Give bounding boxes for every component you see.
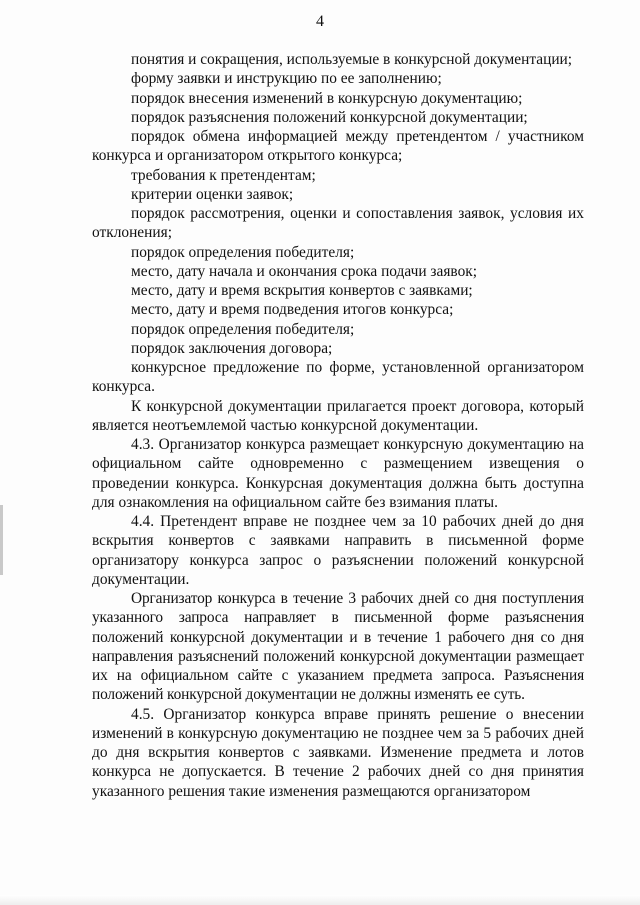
document-body (92, 50, 584, 801)
list-item-applicant-requirements: требования к претендентам; (131, 166, 316, 184)
list-item-submission-dates: место, дату начала и окончания срока подачи заявок; (131, 262, 478, 280)
list-item-information-exchange: порядок обмена информацией между претендентом / участником конкурса и организатором открытого конкурса; (92, 128, 584, 165)
list-item-results-summary: место, дату и время подведения итогов конкурса; (131, 301, 454, 319)
paragraph-clarification-response: Организатор конкурса в течение 3 рабочих дней со дня поступления указанного запроса направляет в письменной форме разъяснения положений конкурсной документации и в течение 1 рабочего дня со дня направления разъяснений положений конкурсной документации размещает их на официальном сайте с указанием предмета запроса. Разъяснения положений конкурсной документации не должны изменять ее суть. (92, 590, 584, 704)
scan-edge-mark (0, 505, 3, 575)
scan-bottom-edge (0, 895, 640, 905)
paragraph-clause-4-5: 4.5. Организатор конкурса вправе принять решение о внесении изменений в конкурсную документацию не позднее чем за 5 рабочих дней до дня вскрытия конвертов с заявками. Изменение предмета и лотов конкурса не допускается. В течение 2 рабочих дней со дня принятия указанного решения такие изменения размещаются организатором (92, 705, 584, 800)
list-item-contract-procedure: порядок заключения договора; (131, 339, 333, 357)
paragraph-clause-4-3: 4.3. Организатор конкурса размещает конкурсную документацию на официальном сайте одновременно с размещением извещения о проведении конкурса. Конкурсная документация должна быть доступна для ознакомления на официальном сайте без взимания платы. (92, 436, 584, 511)
list-item-application-form: форму заявки и инструкцию по ее заполнению; (131, 70, 442, 88)
list-item-evaluation-criteria: критерии оценки заявок; (131, 185, 294, 203)
list-item-clarification-procedure: порядок разъяснения положений конкурсной документации; (131, 108, 528, 126)
list-item-terms: понятия и сокращения, используемые в конкурсной документации; (131, 51, 573, 68)
list-item-winner-procedure: порядок определения победителя; (131, 243, 355, 261)
list-item-winner-procedure-repeat: порядок определения победителя; (131, 320, 355, 338)
paragraph-draft-contract: К конкурсной документации прилагается проект договора, который является неотъемлемой частью конкурсной документации. (92, 397, 584, 434)
paragraph-clause-4-4: 4.4. Претендент вправе не позднее чем за 10 рабочих дней до дня вскрытия конвертов с заявками направить в письменной форме организатору конкурса запрос о разъяснении положений конкурсной документации. (92, 513, 584, 588)
list-item-amendment-procedure: порядок внесения изменений в конкурсную документацию; (131, 89, 523, 107)
page-number: 4 (316, 13, 324, 30)
list-item-envelope-opening: место, дату и время вскрытия конвертов с заявками; (131, 282, 473, 299)
list-item-competitive-offer: конкурсное предложение по форме, установленной организатором конкурса. (92, 359, 584, 396)
list-item-review-procedure: порядок рассмотрения, оценки и сопоставления заявок, условия их отклонения; (92, 205, 584, 242)
